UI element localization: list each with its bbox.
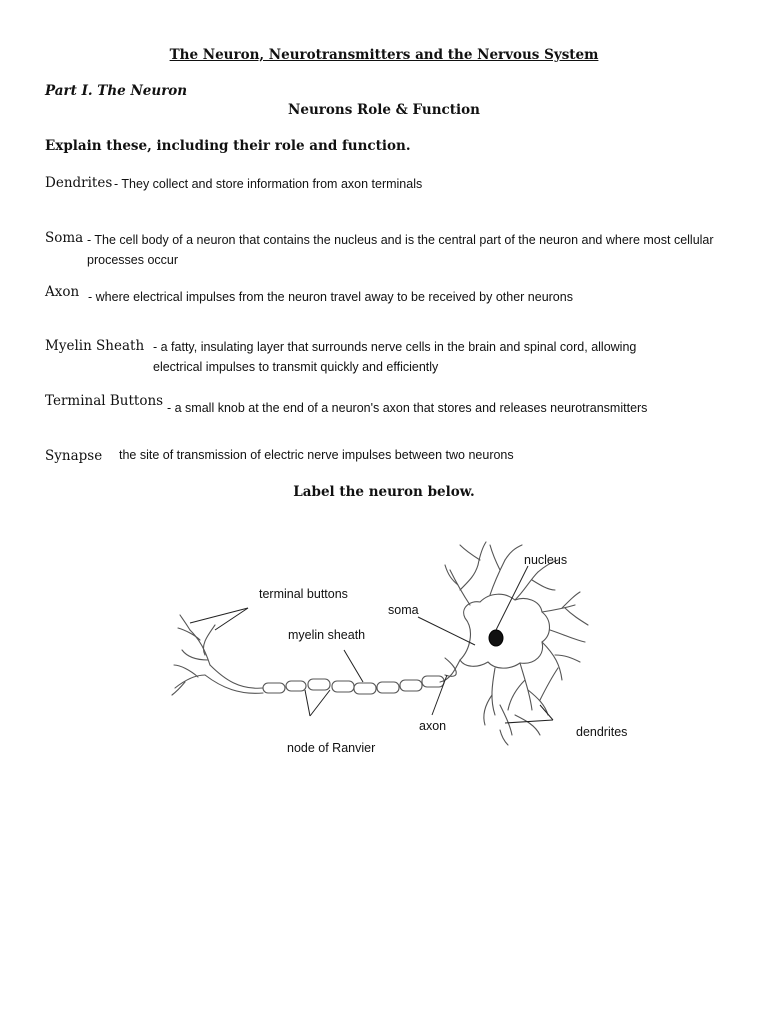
label-axon: axon [419, 719, 447, 733]
definition-myelin-sheath: - a fatty, insulating layer that surrounds nerve cells in the brain and spinal cord, allowing electrical impulses to transmit quickly and efficiently [153, 340, 637, 374]
myelin-sheath-segments [263, 676, 444, 694]
term-myelin-sheath: Myelin Sheath [45, 338, 145, 354]
term-soma: Soma [45, 230, 84, 246]
document-title: The Neuron, Neurotransmitters and the Nervous System [169, 47, 599, 63]
neuron-drawing [172, 542, 588, 745]
term-synapse: Synapse [45, 448, 103, 464]
label-soma: soma [388, 603, 419, 617]
label-myelin-sheath: myelin sheath [288, 628, 366, 642]
definition-dendrites: - They collect and store information from axon terminals [114, 177, 423, 191]
section-heading: Neurons Role & Function [288, 102, 480, 118]
axon-terminal-branches [172, 615, 215, 695]
neuron-diagram [160, 530, 660, 770]
definition-synapse: the site of transmission of electric nerve impulses between two neurons [119, 448, 514, 462]
label-dendrites: dendrites [576, 725, 628, 739]
label-terminal-buttons: terminal buttons [259, 587, 348, 601]
definition-terminal-buttons: - a small knob at the end of a neuron's axon that stores and releases neurotransmitters [167, 401, 648, 415]
dendrite-branches [445, 542, 588, 745]
instructions: Explain these, including their role and function. [45, 138, 411, 154]
label-instructions: Label the neuron below. [293, 484, 475, 500]
label-node-of-ranvier: node of Ranvier [287, 741, 376, 755]
definition-axon: - where electrical impulses from the neuron travel away to be received by other neurons [88, 290, 573, 304]
term-terminal-buttons: Terminal Buttons [45, 393, 164, 409]
term-axon: Axon [45, 284, 80, 300]
definition-soma: - The cell body of a neuron that contains the nucleus and is the central part of the neuron and where most cellular processes occur [87, 233, 714, 267]
label-nucleus: nucleus [524, 553, 568, 567]
nucleus-shape [489, 630, 503, 646]
part-heading: Part I. The Neuron [45, 83, 188, 99]
term-dendrites: Dendrites [45, 175, 113, 191]
